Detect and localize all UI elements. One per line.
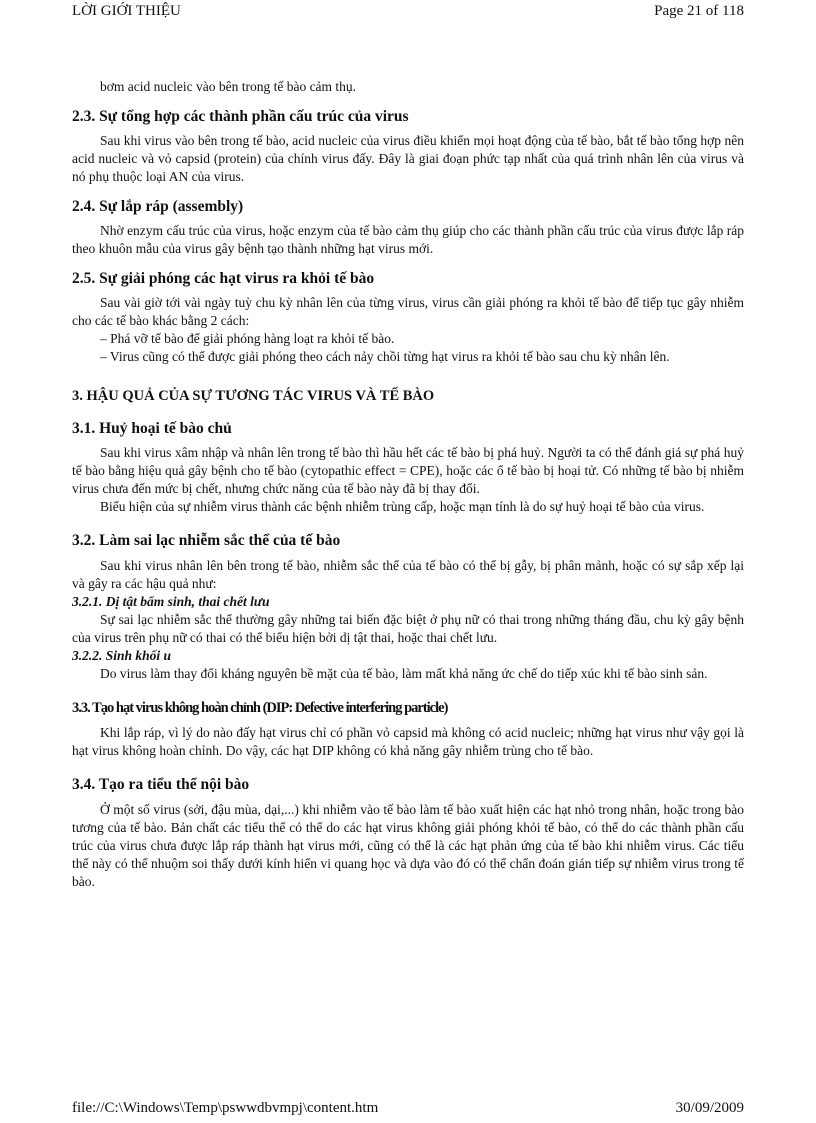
file-path: file://C:\Windows\Temp\pswwdbvmpj\content.htm <box>72 1100 379 1116</box>
paragraph: Khi lắp ráp, vì lý do nào đấy hạt virus chỉ có phần vỏ capsid mà không có acid nucleic; những hạt virus như vậy gọi là hạt virus không hoàn chỉnh. Do vậy, các hạt DIP không có khả năng gây nhiễm trùng cho tế bào. <box>72 725 744 758</box>
page-header-title: LỜI GIỚI THIỆU <box>72 3 181 19</box>
paragraph: Sau khi virus xâm nhập và nhân lên trong tế bào thì hầu hết các tế bào bị phá huỷ. Người ta có thể đánh giá sự phá huỷ tế bào bằng hiệu quả gây bệnh cho tế bào (cytopathic effect = CPE), hoặc các ổ tế bào bị hoại tử. Có những tế bào bị nhiễm virus chưa đến mức bị chết, nhưng chức năng của tế bào này đã bị thay đổi. <box>72 445 744 496</box>
heading-2-3: 2.3. Sự tổng hợp các thành phần cấu trúc của virus <box>72 108 409 125</box>
paragraph: Sau khi virus vào bên trong tế bào, acid nucleic của virus điều khiển mọi hoạt động của tế bào, bắt tế bào tổng hợp nên acid nucleic và vỏ capsid (protein) của chính virus đấy. Đây là giai đoạn phức tạp nhất của quá trình nhân lên của virus và nó phụ thuộc loại AN của virus. <box>72 133 744 184</box>
paragraph: Sự sai lạc nhiễm sắc thể thường gây những tai biến đặc biệt ở phụ nữ có thai trong những tháng đầu, chu kỳ gây bệnh của virus trên phụ nữ có thai có thể biểu hiện bởi dị tật thai, hoặc thai chết lưu. <box>72 612 744 645</box>
heading-3-2-2: 3.2.2. Sinh khối u <box>72 648 172 663</box>
heading-3-3: 3.3. Tạo hạt virus không hoàn chỉnh (DIP: Defective interfering particle) <box>72 700 448 716</box>
paragraph: Ở một số virus (sởi, đậu mùa, dại,...) khi nhiễm vào tế bào làm tế bào xuất hiện các hạt nhỏ trong nhân, hoặc trong bào tương của tế bào. Bản chất các tiểu thể có thể do các hạt virus không giải phóng khỏi tế bào, có thể do các thành phần cấu trúc của virus chưa được lắp ráp thành hạt virus mới, cũng có thể là các hạt phản ứng của tế bào khi nhiễm virus. Các tiểu thể này có thể nhuộm soi thấy dưới kính hiển vi quang học và dựa vào đó có thể chẩn đoán gián tiếp sự nhiễm virus trong tế bào. <box>72 802 744 889</box>
paragraph: Sau vài giờ tới vài ngày tuỳ chu kỳ nhân lên của từng virus, virus cần giải phóng ra khỏi tế bào để tiếp tục gây nhiễm cho các tế bào khác bằng 2 cách: <box>72 295 744 328</box>
paragraph: Sau khi virus nhân lên bên trong tế bào, nhiễm sắc thể của tế bào có thể bị gẫy, bị phân mảnh, hoặc có sự sắp xếp lại và gây ra các hậu quả như: <box>72 558 744 591</box>
print-date: 30/09/2009 <box>675 1100 744 1116</box>
page-number: Page 21 of 118 <box>654 3 744 19</box>
heading-3-1: 3.1. Huỷ hoại tế bào chủ <box>72 420 232 437</box>
list-item: – Phá vỡ tế bào để giải phóng hàng loạt ra khỏi tế bào. <box>100 331 395 346</box>
heading-2-5: 2.5. Sự giải phóng các hạt virus ra khỏi tế bào <box>72 270 375 287</box>
heading-3-2-1: 3.2.1. Dị tật bẩm sinh, thai chết lưu <box>72 594 270 609</box>
heading-3-4: 3.4. Tạo ra tiểu thể nội bào <box>72 776 250 793</box>
paragraph: Biểu hiện của sự nhiễm virus thành các bệnh nhiễm trùng cấp, hoặc mạn tính là do sự huỷ hoại tế bào của virus. <box>100 499 705 514</box>
paragraph: Nhờ enzym cấu trúc của virus, hoặc enzym của tế bào cảm thụ giúp cho các thành phần cấu trúc của virus được lắp ráp theo khuôn mẫu của virus gây bệnh tạo thành những hạt virus mới. <box>72 223 744 256</box>
heading-2-4: 2.4. Sự lắp ráp (assembly) <box>72 198 244 215</box>
paragraph: Do virus làm thay đổi kháng nguyên bề mặt của tế bào, làm mất khả năng ức chế do tiếp xúc khi tế bào sinh sản. <box>100 666 708 681</box>
paragraph: bơm acid nucleic vào bên trong tế bào cảm thụ. <box>100 79 357 94</box>
document-body <box>72 78 744 891</box>
list-item: – Virus cũng có thể được giải phóng theo cách nảy chồi từng hạt virus ra khỏi tế bào sau chu kỳ nhân lên. <box>100 349 670 364</box>
heading-3: 3. HẬU QUẢ CỦA SỰ TƯƠNG TÁC VIRUS VÀ TẾ BÀO <box>72 388 435 404</box>
heading-3-2: 3.2. Làm sai lạc nhiễm sắc thể của tế bào <box>72 532 341 549</box>
